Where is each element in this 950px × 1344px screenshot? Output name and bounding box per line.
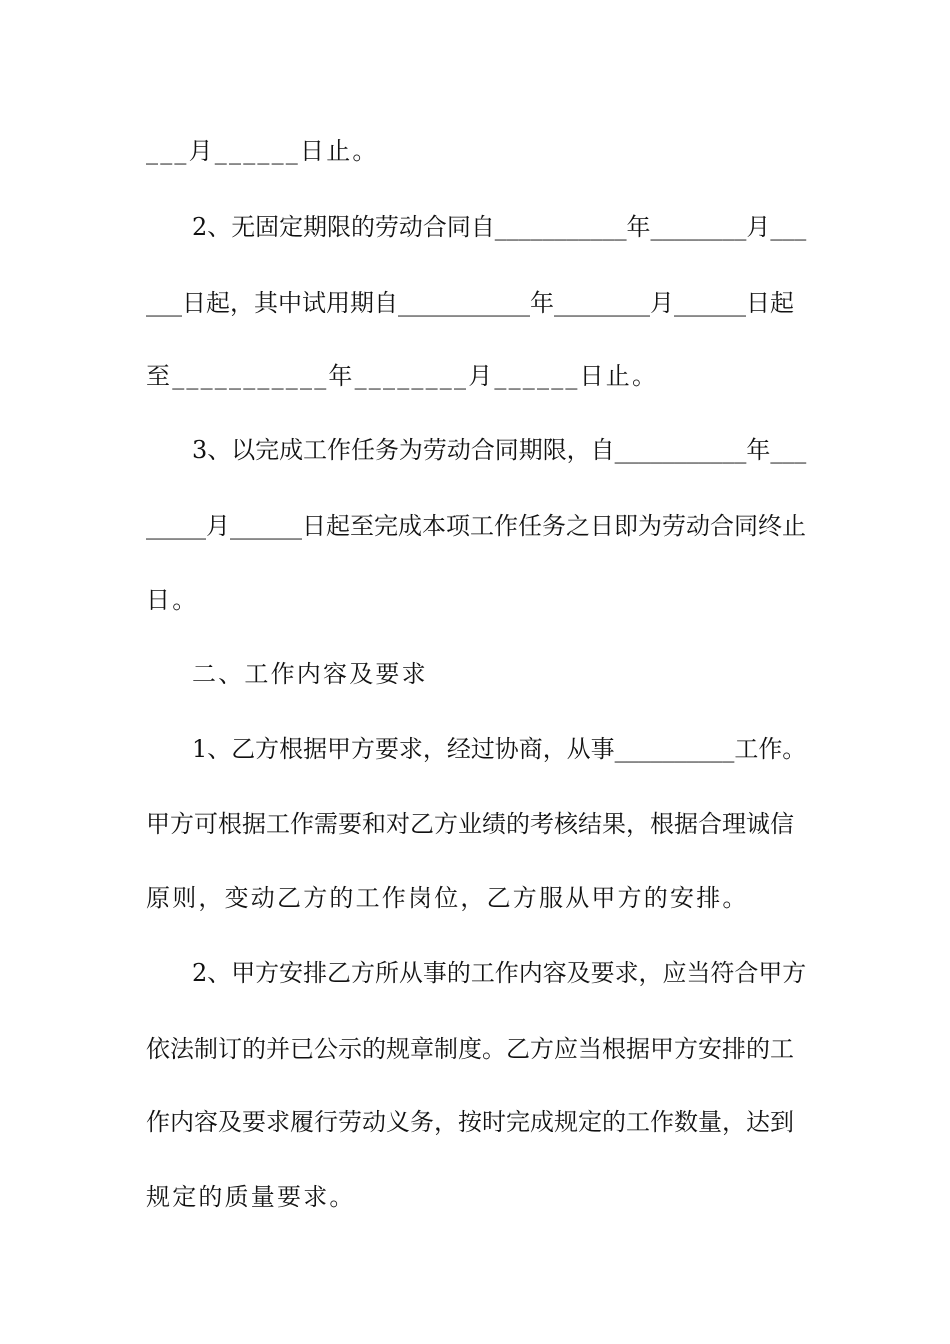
text-run: 2、无固定期限的劳动合同自___________年________月___ bbox=[192, 213, 807, 241]
paragraph-line bbox=[146, 285, 806, 321]
text-run: _____月______日起至完成本项工作任务之日即为劳动合同终止 bbox=[146, 512, 806, 540]
paragraph-line: 至___________年________月______日止。 bbox=[146, 362, 659, 390]
section-heading: 二、工作内容及要求 bbox=[192, 660, 428, 688]
text-run: 1、乙方根据甲方要求，经过协商，从事__________工作。 bbox=[192, 735, 807, 763]
text-run: 甲方可根据工作需要和对乙方业绩的考核结果，根据合理诚信 bbox=[146, 810, 794, 838]
text-run: 作内容及要求履行劳动义务，按时完成规定的工作数量，达到 bbox=[146, 1108, 794, 1136]
paragraph-line bbox=[192, 955, 806, 991]
text-run: ___日起，其中试用期自___________年________月______日起 bbox=[146, 289, 794, 317]
text-run: 依法制订的并已公示的规章制度。乙方应当根据甲方安排的工 bbox=[146, 1035, 794, 1063]
paragraph-line bbox=[192, 209, 806, 245]
paragraph-line: 规定的质量要求。 bbox=[146, 1183, 356, 1211]
paragraph-line: 原则，变动乙方的工作岗位，乙方服从甲方的安排。 bbox=[146, 884, 749, 912]
paragraph-line: ___月______日止。 bbox=[146, 137, 379, 165]
paragraph-line bbox=[146, 508, 806, 544]
paragraph-line bbox=[192, 432, 806, 468]
paragraph-line: 日。 bbox=[146, 586, 199, 614]
paragraph-line bbox=[146, 1031, 806, 1067]
text-run: 3、以完成工作任务为劳动合同期限，自___________年___ bbox=[192, 436, 807, 464]
paragraph-line bbox=[192, 731, 806, 767]
text-run: 2、甲方安排乙方所从事的工作内容及要求，应当符合甲方 bbox=[192, 959, 807, 987]
paragraph-line bbox=[146, 806, 806, 842]
paragraph-line bbox=[146, 1104, 806, 1140]
